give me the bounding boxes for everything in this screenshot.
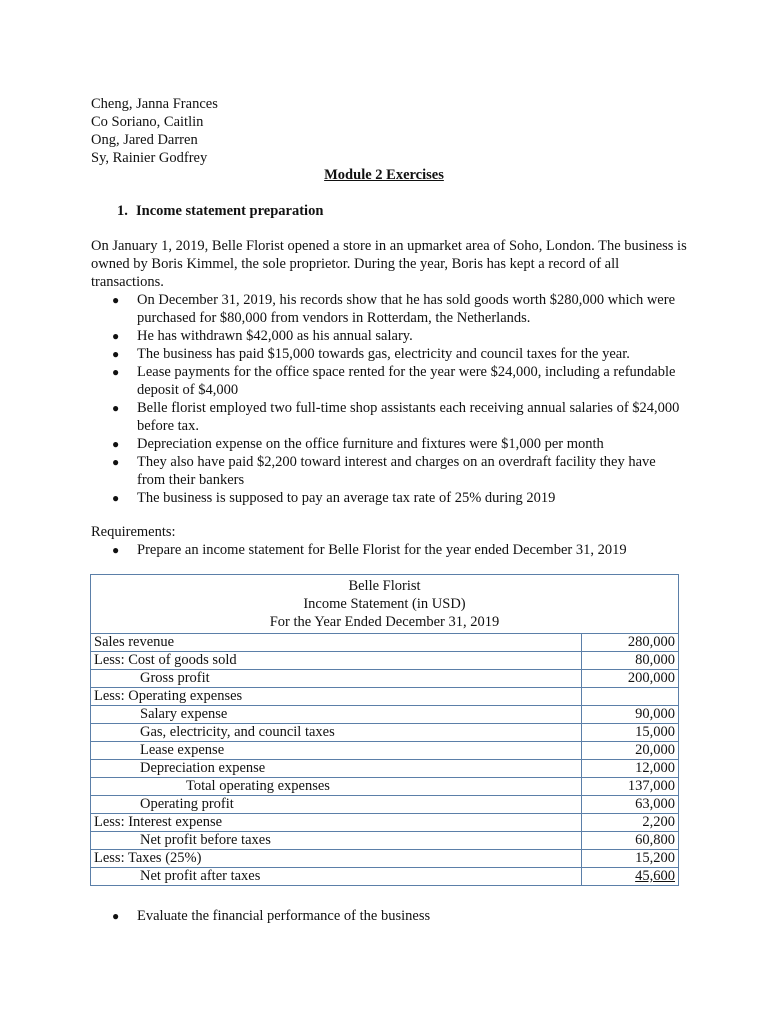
page-title: Module 2 Exercises [324,167,444,183]
table-header [91,575,679,634]
table-row [91,778,679,796]
table-row [91,706,679,724]
row-label: Less: Cost of goods sold [91,652,582,670]
requirements-list [112,541,682,559]
list-item [112,453,682,489]
row-label: Net profit before taxes [91,832,582,850]
row-label: Operating profit [91,796,582,814]
row-label: Net profit after taxes [91,868,582,886]
fact-text: Lease payments for the office space rented for the year were $24,000, including a refundable deposit of $4,000 [137,364,676,398]
requirements-label: Requirements: [91,524,176,540]
row-value: 20,000 [582,742,679,760]
table-row [91,796,679,814]
row-value: 280,000 [582,634,679,652]
table-row [91,670,679,688]
bullet-icon: ● [112,329,120,343]
statement-period: For the Year Ended December 31, 2019 [269,614,500,630]
bullet-icon: ● [112,543,120,557]
table-row [91,652,679,670]
table-row [91,814,679,832]
statement-name: Income Statement (in USD) [303,596,466,612]
table-row [91,850,679,868]
author-name: Cheng, Janna Frances [91,96,218,112]
table-row [91,724,679,742]
row-label: Total operating expenses [91,778,582,796]
list-item [112,489,682,507]
author-name: Co Soriano, Caitlin [91,114,204,130]
list-item [112,291,682,327]
fact-text: They also have paid $2,200 toward interest and charges on an overdraft facility they have from their bankers [137,454,656,488]
row-value: 90,000 [582,706,679,724]
row-label: Less: Operating expenses [91,688,582,706]
list-item [112,399,682,435]
row-label: Depreciation expense [91,760,582,778]
statement-company: Belle Florist [348,578,421,594]
fact-text: Belle florist employed two full-time shop assistants each receiving annual salaries of $24,000 before tax. [137,400,680,434]
table-row [91,832,679,850]
bullet-icon: ● [112,347,120,361]
row-value: 200,000 [582,670,679,688]
list-item [112,363,682,399]
row-label: Sales revenue [91,634,582,652]
row-value: 12,000 [582,760,679,778]
bullet-icon: ● [112,365,120,379]
requirement-text: Prepare an income statement for Belle Florist for the year ended December 31, 2019 [137,542,627,558]
income-statement-table [90,574,679,886]
fact-text: The business has paid $15,000 towards gas, electricity and council taxes for the year. [137,346,630,362]
fact-text: He has withdrawn $42,000 as his annual salary. [137,328,413,344]
table-row [91,742,679,760]
row-value: 2,200 [582,814,679,832]
row-label: Salary expense [91,706,582,724]
fact-text: The business is supposed to pay an average tax rate of 25% during 2019 [137,490,556,506]
list-item [112,327,682,345]
row-label: Gas, electricity, and council taxes [91,724,582,742]
bullet-icon: ● [112,455,120,469]
table-row [91,634,679,652]
requirement-text: Evaluate the financial performance of the business [137,908,431,924]
row-value: 63,000 [582,796,679,814]
intro-text: On January 1, 2019, Belle Florist opened a store in an upmarket area of Soho, London. The business is owned by Boris Kimmel, the sole proprietor. During the year, Boris has kept a record of all transactions. [91,238,687,290]
bullet-icon: ● [112,293,120,307]
table-row [91,688,679,706]
fact-text: On December 31, 2019, his records show that he has sold goods worth $280,000 which were purchased for $80,000 from vendors in Rotterdam, the Netherlands. [137,292,676,326]
row-value: 15,200 [582,850,679,868]
list-item [112,345,682,363]
bullet-icon: ● [112,437,120,451]
row-label: Gross profit [91,670,582,688]
row-value [582,688,679,706]
bullet-icon: ● [112,401,120,415]
intro-paragraph [91,237,691,291]
row-value: 15,000 [582,724,679,742]
fact-text: Depreciation expense on the office furniture and fixtures were $1,000 per month [137,436,604,452]
bullet-icon: ● [112,909,120,923]
row-label: Lease expense [91,742,582,760]
row-value: 60,800 [582,832,679,850]
list-item [112,435,682,453]
facts-list [112,291,682,507]
author-name: Ong, Jared Darren [91,132,198,148]
list-item [112,541,682,559]
table-row [91,868,679,886]
row-value: 137,000 [582,778,679,796]
row-label: Less: Interest expense [91,814,582,832]
bullet-icon: ● [112,491,120,505]
section-number: 1. [117,203,128,219]
statement-header [91,575,679,634]
author-list [91,95,218,167]
table-row [91,760,679,778]
row-value: 45,600 [582,868,679,886]
row-value: 80,000 [582,652,679,670]
row-label: Less: Taxes (25%) [91,850,582,868]
list-item [112,907,682,925]
requirements-list-2 [112,907,682,925]
section-title: Income statement preparation [136,203,324,219]
author-name: Sy, Rainier Godfrey [91,150,208,166]
